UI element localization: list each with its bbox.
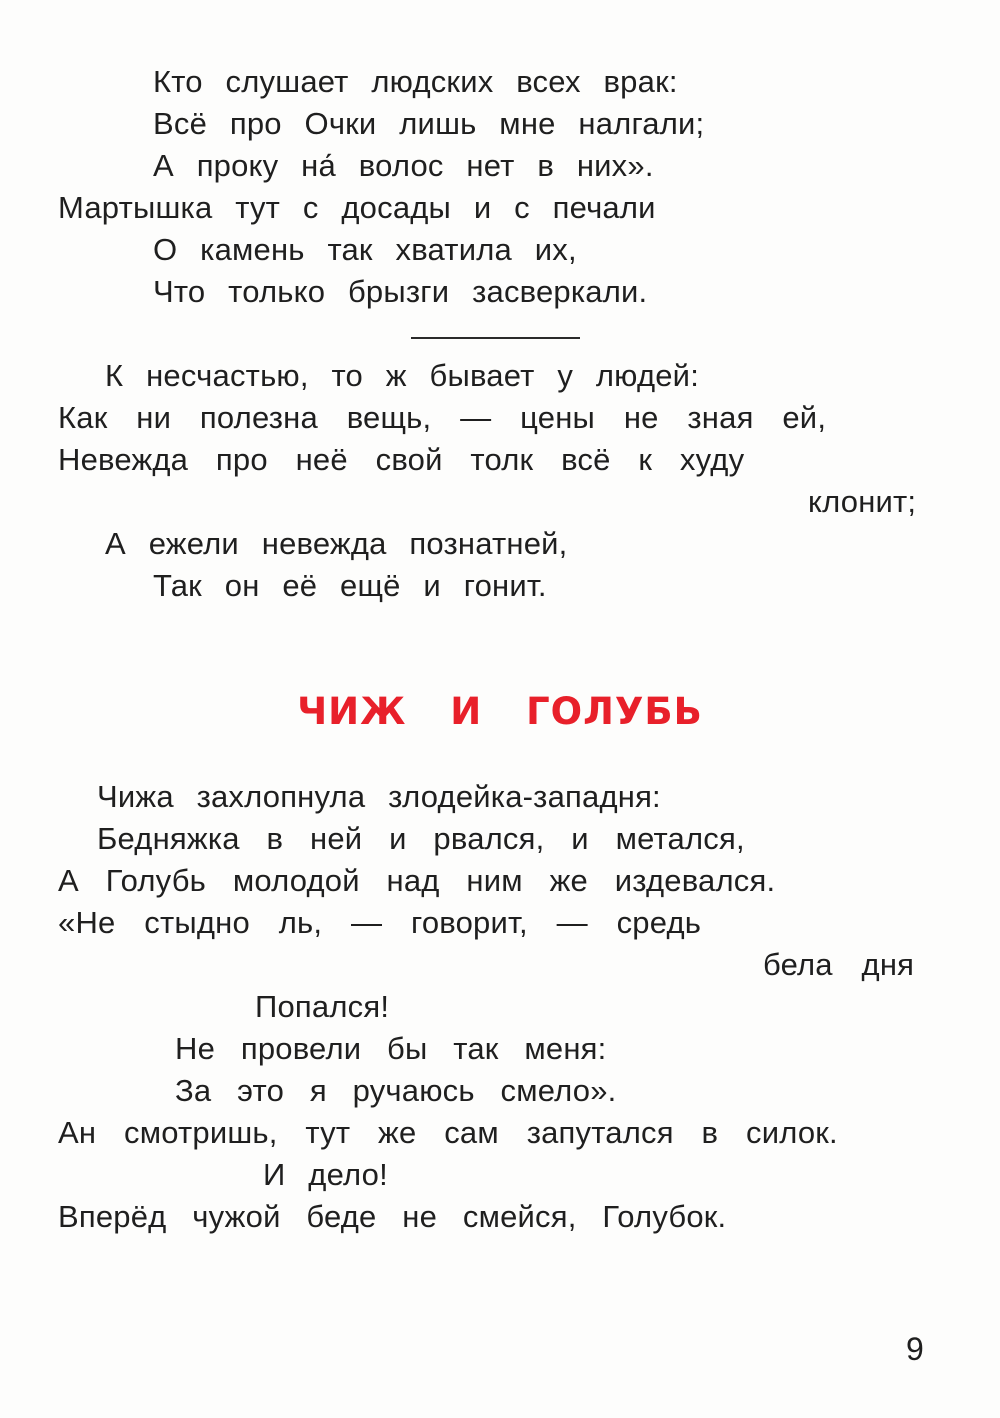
poem-line: Кто слушает людских всех врак: <box>153 64 678 99</box>
moral-line: Так он её ещё и гонит. <box>153 568 547 603</box>
moral-line: К несчастью, то ж бывает у людей: <box>105 358 700 393</box>
poem-line: Мартышка тут с досады и с печали <box>58 190 656 225</box>
poem-line: Что только брызги засверкали. <box>153 274 648 309</box>
poem-line: О камень так хватила их, <box>153 232 577 267</box>
moral-line: А ежели невежда познатней, <box>105 526 568 561</box>
poem-line: Вперёд чужой беде не смейся, Голубок. <box>58 1199 727 1234</box>
poem-line: За это я ручаюсь смело». <box>175 1073 617 1108</box>
page-number: 9 <box>906 1331 924 1367</box>
poem-line: Бедняжка в ней и рвался, и метался, <box>97 821 745 856</box>
poem-line: Чижа захлопнула злодейка-западня: <box>97 779 661 814</box>
poem-line: бела дня <box>763 947 915 982</box>
poem-line: Не провели бы так меня: <box>175 1031 607 1066</box>
fable-title: ЧИЖ И ГОЛУБЬ <box>297 690 703 733</box>
section-divider <box>411 337 580 339</box>
poem-line: Всё про Очки лишь мне налгали; <box>153 106 705 141</box>
poem-line: А проку на́ волос нет в них». <box>153 148 654 183</box>
poem-line: Попался! <box>255 989 390 1024</box>
poem-line: Ан смотришь, тут же сам запутался в силок. <box>58 1115 838 1150</box>
moral-line: Как ни полезна вещь, — цены не зная ей, <box>58 400 827 435</box>
moral-line: Невежда про неё свой толк всё к худу <box>58 442 745 477</box>
moral-line: клонит; <box>808 484 917 519</box>
poem-line: А Голубь молодой над ним же издевался. <box>58 863 776 898</box>
poem-line: И дело! <box>263 1157 388 1192</box>
poem-line: «Не стыдно ль, — говорит, — средь <box>58 905 702 940</box>
